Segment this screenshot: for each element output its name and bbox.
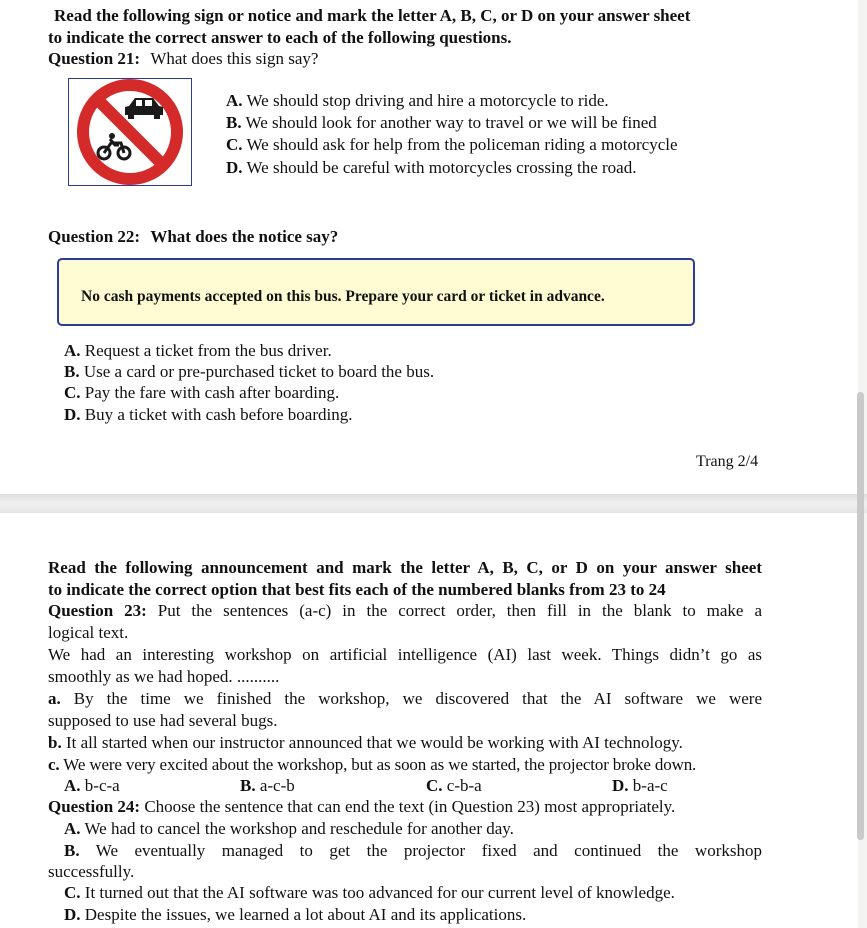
option-letter: D. (612, 776, 629, 795)
option-letter: D. (226, 158, 243, 177)
option-text: It turned out that the AI software was too advanced for our current level of knowledge. (84, 883, 675, 902)
question-21-prompt: What does this sign say? (150, 49, 319, 68)
option-text: c-b-a (446, 776, 482, 795)
question-23-prompt: Put the sentences (a-c) in the correct order, then fill in the blank to make a (157, 601, 762, 620)
vertical-scrollbar[interactable] (857, 392, 864, 840)
bus-notice-box (57, 258, 695, 326)
notice-text: No cash payments accepted on this bus. Prepare your card or ticket in advance. (81, 288, 605, 305)
option-text: We should look for another way to travel or we will be fined (245, 113, 657, 132)
sentence-a-cont: supposed to use had several bugs. (48, 711, 278, 730)
question-22-prompt: What does the notice say? (150, 227, 339, 246)
page-break (0, 494, 867, 513)
option-letter: C. (64, 883, 81, 902)
q22-option-a[interactable] (64, 340, 332, 361)
no-vehicles-sign (68, 78, 192, 186)
passage-line-1: We had an interesting workshop on artificial intelligence (AI) last week. Things didn’t go as (48, 645, 762, 664)
q24-option-b-cont: successfully. (48, 862, 135, 881)
option-text: Pay the fare with cash after boarding. (84, 383, 340, 402)
option-letter: A. (64, 819, 81, 838)
option-text: Request a ticket from the bus driver. (84, 341, 332, 360)
option-letter: B. (240, 776, 256, 795)
question-24-header (48, 796, 675, 817)
instruction-line-2: to indicate the correct answer to each of the following questions. (48, 28, 512, 47)
option-text: a-c-b (259, 776, 295, 795)
option-text: Buy a ticket with cash before boarding. (84, 405, 353, 424)
option-letter: D. (64, 905, 81, 924)
q24-option-c[interactable] (64, 882, 675, 903)
q24-option-b[interactable] (64, 840, 762, 861)
sentence-letter: b. (48, 733, 62, 752)
sentence-a (48, 688, 762, 709)
no-cars-no-motorcycles-sign-icon (69, 79, 191, 185)
q21-option-a[interactable] (226, 90, 609, 111)
q22-option-c[interactable] (64, 382, 339, 403)
passage-line-2: smoothly as we had hoped. .......... (48, 667, 280, 686)
option-letter: C. (226, 135, 243, 154)
option-letter: D. (64, 405, 81, 424)
option-text: We should stop driving and hire a motorcycle to ride. (246, 91, 609, 110)
option-letter: A. (64, 776, 81, 795)
q24-option-d[interactable] (64, 904, 526, 925)
sentence-b (48, 732, 683, 753)
question-22-label: Question 22: (48, 227, 141, 246)
q23-option-a[interactable] (64, 775, 120, 796)
exam-page-bottom (0, 513, 858, 928)
question-21-header (48, 48, 318, 69)
option-text: We had to cancel the workshop and reschedule for another day. (84, 819, 514, 838)
question-24-label: Question 24: (48, 797, 141, 816)
option-letter: B. (64, 362, 80, 381)
q23-option-c[interactable] (426, 775, 482, 796)
question-23-label: Question 23: (48, 601, 147, 620)
sentence-text: By the time we finished the workshop, we discovered that the AI software we were (73, 689, 762, 708)
sentence-text: It all started when our instructor announced that we would be working with AI technology. (65, 733, 683, 752)
question-24-prompt: Choose the sentence that can end the text (in Question 23) most appropriately. (144, 797, 676, 816)
option-letter: B. (226, 113, 242, 132)
option-text: b-a-c (632, 776, 668, 795)
option-letter: B. (64, 841, 80, 860)
option-letter: C. (426, 776, 443, 795)
sentence-text: We were very excited about the workshop, but as soon as we started, the projector broke down. (63, 755, 697, 774)
question-21-label: Question 21: (48, 49, 141, 68)
sentence-c (48, 754, 696, 775)
question-23-header (48, 600, 762, 621)
instruction-line-1: Read the following sign or notice and mark the letter A, B, C, or D on your answer sheet (54, 6, 691, 25)
option-text: b-c-a (84, 776, 120, 795)
q21-option-d[interactable] (226, 157, 636, 178)
option-text: We should be careful with motorcycles crossing the road. (246, 158, 637, 177)
instruction-line-1: Read the following announcement and mark the letter A, B, C, or D on your answer sheet (48, 558, 762, 577)
option-letter: A. (64, 341, 81, 360)
q23-option-d[interactable] (612, 775, 668, 796)
option-text: We should ask for help from the policeman riding a motorcycle (246, 135, 678, 154)
q22-option-d[interactable] (64, 404, 352, 425)
q21-option-b[interactable] (226, 112, 657, 133)
option-text: Despite the issues, we learned a lot about AI and its applications. (84, 905, 527, 924)
option-letter: C. (64, 383, 81, 402)
sentence-letter: c. (48, 755, 60, 774)
option-letter: A. (226, 91, 243, 110)
q22-option-b[interactable] (64, 361, 434, 382)
question-23-prompt-cont: logical text. (48, 623, 129, 642)
instruction-line-2: to indicate the correct option that best fits each of the numbered blanks from 23 to 24 (48, 580, 666, 599)
q21-option-c[interactable] (226, 134, 678, 155)
option-text: We eventually managed to get the projector fixed and continued the workshop (95, 841, 762, 860)
option-text: Use a card or pre-purchased ticket to board the bus. (83, 362, 435, 381)
page-number: Trang 2/4 (696, 453, 759, 470)
sentence-letter: a. (48, 689, 61, 708)
q23-option-b[interactable] (240, 775, 295, 796)
q24-option-a[interactable] (64, 818, 514, 839)
question-22-header (48, 226, 338, 247)
